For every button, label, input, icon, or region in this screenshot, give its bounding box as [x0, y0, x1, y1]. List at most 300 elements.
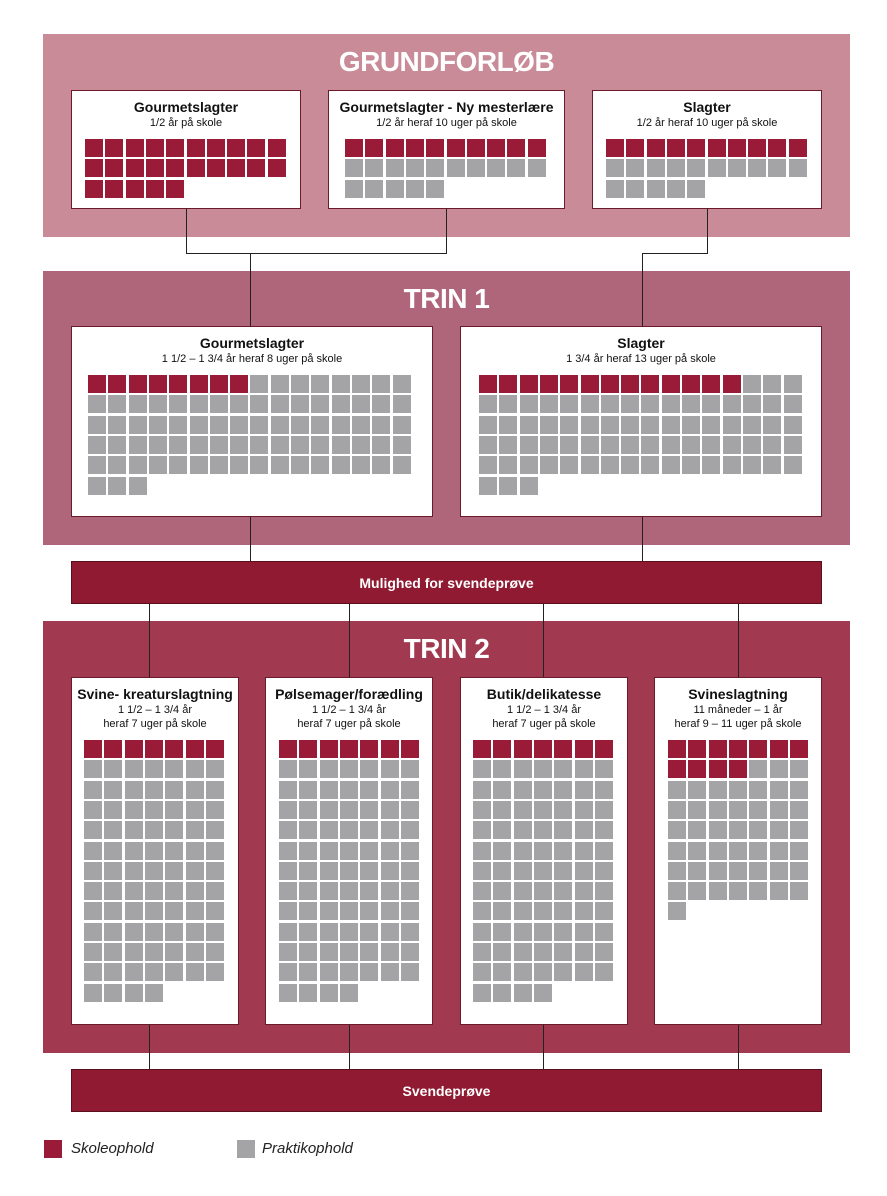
practice-week-cell	[360, 902, 378, 920]
practice-week-cell	[729, 781, 747, 799]
school-week-cell	[426, 139, 444, 157]
connector-line	[349, 1024, 350, 1070]
practice-week-cell	[206, 923, 224, 941]
practice-week-cell	[647, 180, 665, 198]
school-week-cell	[146, 159, 164, 177]
practice-week-cell	[473, 862, 491, 880]
practice-week-cell	[210, 456, 228, 474]
practice-week-cell	[165, 882, 183, 900]
practice-week-cell	[360, 943, 378, 961]
practice-week-cell	[186, 923, 204, 941]
practice-week-cell	[165, 842, 183, 860]
school-week-cell	[748, 139, 766, 157]
card-title: Butik/delikatesse	[486, 686, 602, 702]
practice-week-cell	[250, 375, 268, 393]
practice-week-cell	[340, 902, 358, 920]
practice-week-cell	[789, 159, 807, 177]
practice-week-cell	[479, 456, 497, 474]
school-week-cell	[528, 139, 546, 157]
practice-week-cell	[149, 436, 167, 454]
connector-line	[543, 1024, 544, 1070]
practice-week-cell	[554, 801, 572, 819]
practice-week-cell	[514, 801, 532, 819]
school-week-cell	[108, 375, 126, 393]
practice-week-cell	[682, 416, 700, 434]
practice-week-cell	[340, 801, 358, 819]
practice-week-cell	[84, 984, 102, 1002]
school-week-cell	[728, 139, 746, 157]
practice-week-cell	[186, 821, 204, 839]
practice-week-cell	[770, 842, 788, 860]
card-title: Gourmetslagter	[199, 335, 305, 351]
practice-week-cell	[104, 882, 122, 900]
practice-week-cell	[206, 781, 224, 799]
practice-week-cell	[125, 781, 143, 799]
practice-week-cell	[340, 943, 358, 961]
practice-week-cell	[381, 882, 399, 900]
practice-week-cell	[125, 760, 143, 778]
practice-week-cell	[540, 436, 558, 454]
practice-week-cell	[514, 902, 532, 920]
practice-week-cell	[381, 902, 399, 920]
practice-week-cell	[668, 801, 686, 819]
practice-week-cell	[709, 882, 727, 900]
practice-week-cell	[729, 821, 747, 839]
practice-week-cell	[381, 781, 399, 799]
practice-week-cell	[250, 456, 268, 474]
practice-week-cell	[641, 416, 659, 434]
practice-week-cell	[352, 456, 370, 474]
practice-week-cell	[401, 821, 419, 839]
practice-week-cell	[595, 902, 613, 920]
school-week-cell	[595, 740, 613, 758]
practice-week-cell	[768, 159, 786, 177]
practice-week-cell	[667, 159, 685, 177]
practice-week-cell	[320, 862, 338, 880]
practice-week-cell	[332, 416, 350, 434]
practice-week-cell	[279, 923, 297, 941]
school-week-cell	[85, 139, 103, 157]
practice-week-cell	[291, 456, 309, 474]
practice-week-cell	[320, 984, 338, 1002]
practice-week-cell	[729, 882, 747, 900]
practice-week-cell	[88, 456, 106, 474]
practice-week-cell	[688, 862, 706, 880]
practice-week-cell	[230, 436, 248, 454]
practice-week-cell	[763, 416, 781, 434]
practice-week-cell	[104, 984, 122, 1002]
practice-week-cell	[709, 781, 727, 799]
school-week-cell	[227, 159, 245, 177]
school-week-cell	[626, 139, 644, 157]
connector-line	[446, 208, 447, 254]
practice-week-cell	[514, 943, 532, 961]
practice-week-cell	[381, 842, 399, 860]
practice-week-cell	[206, 943, 224, 961]
school-week-cell	[268, 139, 286, 157]
practice-week-cell	[668, 882, 686, 900]
practice-week-cell	[520, 436, 538, 454]
school-week-cell	[279, 740, 297, 758]
practice-week-cell	[299, 923, 317, 941]
practice-week-cell	[763, 395, 781, 413]
school-week-cell	[682, 375, 700, 393]
practice-week-cell	[125, 902, 143, 920]
grundforlob-card-slagter	[592, 90, 822, 209]
practice-week-cell	[372, 395, 390, 413]
practice-week-cell	[595, 821, 613, 839]
school-week-cell	[641, 375, 659, 393]
practice-week-cell	[763, 375, 781, 393]
practice-week-cell	[299, 842, 317, 860]
practice-week-cell	[784, 375, 802, 393]
practice-week-cell	[320, 781, 338, 799]
connector-line	[186, 208, 187, 254]
practice-week-cell	[125, 801, 143, 819]
practice-week-cell	[595, 862, 613, 880]
practice-week-cell	[784, 395, 802, 413]
practice-week-cell	[534, 902, 552, 920]
practice-week-cell	[748, 159, 766, 177]
school-week-cell	[514, 740, 532, 758]
practice-week-cell	[360, 781, 378, 799]
practice-week-cell	[279, 842, 297, 860]
school-week-cell	[169, 375, 187, 393]
school-week-cell	[85, 180, 103, 198]
practice-week-cell	[499, 477, 517, 495]
practice-week-cell	[145, 963, 163, 981]
practice-week-cell	[186, 801, 204, 819]
practice-week-cell	[165, 781, 183, 799]
practice-week-cell	[749, 842, 767, 860]
practice-week-cell	[560, 456, 578, 474]
practice-week-cell	[514, 781, 532, 799]
practice-week-cell	[749, 760, 767, 778]
practice-week-cell	[299, 963, 317, 981]
school-week-cell	[406, 139, 424, 157]
practice-week-cell	[145, 760, 163, 778]
school-week-cell	[340, 740, 358, 758]
practice-week-cell	[88, 436, 106, 454]
practice-week-cell	[108, 456, 126, 474]
practice-week-cell	[125, 842, 143, 860]
practice-week-cell	[560, 416, 578, 434]
practice-week-cell	[534, 821, 552, 839]
school-week-cell	[84, 740, 102, 758]
practice-week-cell	[125, 963, 143, 981]
practice-week-cell	[473, 801, 491, 819]
practice-week-cell	[210, 436, 228, 454]
practice-week-cell	[601, 416, 619, 434]
practice-week-cell	[279, 963, 297, 981]
school-week-cell	[688, 760, 706, 778]
practice-week-cell	[626, 159, 644, 177]
practice-week-cell	[728, 159, 746, 177]
practice-week-cell	[540, 395, 558, 413]
practice-week-cell	[165, 923, 183, 941]
practice-week-cell	[340, 963, 358, 981]
practice-week-cell	[145, 902, 163, 920]
practice-week-cell	[125, 821, 143, 839]
practice-week-cell	[145, 842, 163, 860]
practice-week-cell	[447, 159, 465, 177]
school-week-cell	[729, 760, 747, 778]
practice-week-cell	[381, 943, 399, 961]
connector-line	[250, 516, 251, 562]
school-week-cell	[709, 760, 727, 778]
practice-week-cell	[554, 943, 572, 961]
school-week-cell	[126, 139, 144, 157]
practice-week-cell	[641, 436, 659, 454]
practice-week-cell	[401, 781, 419, 799]
practice-week-cell	[493, 923, 511, 941]
connector-line	[738, 1024, 739, 1070]
school-week-cell	[165, 740, 183, 758]
practice-week-cell	[186, 882, 204, 900]
practice-week-cell	[514, 963, 532, 981]
practice-week-cell	[125, 923, 143, 941]
practice-week-cell	[554, 862, 572, 880]
practice-week-cell	[520, 456, 538, 474]
practice-week-cell	[250, 436, 268, 454]
practice-week-cell	[190, 416, 208, 434]
practice-week-cell	[88, 416, 106, 434]
trin2-title: TRIN 2	[403, 633, 490, 664]
practice-week-cell	[473, 984, 491, 1002]
school-week-cell	[493, 740, 511, 758]
practice-week-cell	[662, 436, 680, 454]
practice-week-cell	[311, 456, 329, 474]
practice-week-cell	[108, 477, 126, 495]
practice-week-cell	[595, 963, 613, 981]
school-week-cell	[447, 139, 465, 157]
practice-week-cell	[401, 963, 419, 981]
practice-week-cell	[729, 801, 747, 819]
practice-week-cell	[149, 456, 167, 474]
practice-week-cell	[279, 943, 297, 961]
school-week-cell	[187, 139, 205, 157]
practice-week-cell	[401, 760, 419, 778]
practice-week-cell	[406, 180, 424, 198]
practice-week-cell	[352, 395, 370, 413]
practice-week-cell	[129, 456, 147, 474]
practice-week-cell	[554, 902, 572, 920]
card-subtitle: 1 3/4 år heraf 13 uger på skole	[566, 353, 716, 365]
school-week-cell	[104, 740, 122, 758]
practice-week-cell	[84, 821, 102, 839]
card-subtitle: 11 måneder – 1 år	[693, 704, 783, 716]
practice-week-cell	[743, 416, 761, 434]
trin2-card-butik-delikatesse	[460, 677, 628, 1025]
practice-week-cell	[709, 801, 727, 819]
practice-week-cell	[360, 801, 378, 819]
practice-week-cell	[401, 882, 419, 900]
practice-week-cell	[84, 862, 102, 880]
practice-week-cell	[682, 395, 700, 413]
practice-week-cell	[401, 943, 419, 961]
practice-week-cell	[770, 821, 788, 839]
practice-week-cell	[493, 862, 511, 880]
school-week-cell	[575, 740, 593, 758]
practice-week-cell	[279, 902, 297, 920]
practice-week-cell	[493, 821, 511, 839]
school-week-cell	[668, 760, 686, 778]
practice-week-cell	[595, 923, 613, 941]
practice-week-cell	[743, 375, 761, 393]
practice-week-cell	[84, 963, 102, 981]
practice-week-cell	[165, 902, 183, 920]
practice-week-cell	[662, 395, 680, 413]
practice-week-cell	[560, 395, 578, 413]
practice-week-cell	[291, 436, 309, 454]
practice-week-cell	[514, 923, 532, 941]
practice-week-cell	[688, 821, 706, 839]
school-week-cell	[105, 159, 123, 177]
practice-week-cell	[250, 416, 268, 434]
grundforlob-title: GRUNDFORLØB	[338, 46, 555, 77]
school-week-cell	[770, 740, 788, 758]
practice-week-cell	[125, 862, 143, 880]
school-week-cell	[723, 375, 741, 393]
practice-week-cell	[299, 943, 317, 961]
practice-week-cell	[352, 416, 370, 434]
practice-week-cell	[186, 781, 204, 799]
legend-swatch-school	[44, 1140, 62, 1158]
school-week-cell	[621, 375, 639, 393]
practice-week-cell	[702, 395, 720, 413]
school-week-cell	[487, 139, 505, 157]
practice-week-cell	[763, 456, 781, 474]
school-week-cell	[85, 159, 103, 177]
practice-week-cell	[360, 821, 378, 839]
practice-week-cell	[534, 963, 552, 981]
practice-week-cell	[682, 456, 700, 474]
practice-week-cell	[601, 436, 619, 454]
practice-week-cell	[340, 842, 358, 860]
school-week-cell	[320, 740, 338, 758]
practice-week-cell	[540, 456, 558, 474]
practice-week-cell	[790, 842, 808, 860]
practice-week-cell	[104, 821, 122, 839]
practice-week-cell	[104, 801, 122, 819]
practice-week-cell	[320, 821, 338, 839]
card-subtitle: 1 1/2 – 1 3/4 år	[312, 704, 386, 716]
practice-week-cell	[291, 416, 309, 434]
school-week-cell	[662, 375, 680, 393]
practice-week-cell	[145, 882, 163, 900]
practice-week-cell	[662, 456, 680, 474]
practice-week-cell	[493, 963, 511, 981]
school-week-cell	[206, 740, 224, 758]
practice-week-cell	[709, 842, 727, 860]
practice-week-cell	[360, 842, 378, 860]
practice-week-cell	[104, 781, 122, 799]
practice-week-cell	[145, 821, 163, 839]
practice-week-cell	[790, 781, 808, 799]
school-week-cell	[247, 159, 265, 177]
practice-week-cell	[709, 862, 727, 880]
practice-week-cell	[426, 159, 444, 177]
practice-week-cell	[206, 821, 224, 839]
practice-week-cell	[186, 842, 204, 860]
practice-week-cell	[145, 923, 163, 941]
practice-week-cell	[365, 180, 383, 198]
practice-week-cell	[84, 923, 102, 941]
practice-week-cell	[473, 882, 491, 900]
school-week-cell	[768, 139, 786, 157]
connector-line	[642, 253, 708, 254]
practice-week-cell	[401, 923, 419, 941]
practice-week-cell	[790, 821, 808, 839]
connector-line	[149, 1024, 150, 1070]
practice-week-cell	[84, 902, 102, 920]
practice-week-cell	[606, 180, 624, 198]
practice-week-cell	[271, 375, 289, 393]
legend-label-practice: Praktikophold	[262, 1140, 353, 1157]
practice-week-cell	[540, 416, 558, 434]
practice-week-cell	[581, 395, 599, 413]
practice-week-cell	[340, 923, 358, 941]
practice-week-cell	[108, 436, 126, 454]
practice-week-cell	[279, 821, 297, 839]
practice-week-cell	[723, 395, 741, 413]
practice-week-cell	[230, 456, 248, 474]
practice-week-cell	[595, 760, 613, 778]
practice-week-cell	[332, 456, 350, 474]
practice-week-cell	[360, 862, 378, 880]
practice-week-cell	[360, 760, 378, 778]
card-title: Gourmetslagter	[133, 99, 239, 115]
practice-week-cell	[165, 821, 183, 839]
card-subtitle: 1/2 år heraf 10 uger på skole	[376, 117, 517, 129]
practice-week-cell	[320, 882, 338, 900]
practice-week-cell	[514, 862, 532, 880]
practice-week-cell	[345, 159, 363, 177]
practice-week-cell	[386, 180, 404, 198]
practice-week-cell	[575, 902, 593, 920]
legend-swatch-practice	[237, 1140, 255, 1158]
practice-week-cell	[687, 159, 705, 177]
school-week-cell	[360, 740, 378, 758]
trin1-card-gourmetslagter	[71, 326, 433, 517]
school-week-cell	[210, 375, 228, 393]
practice-week-cell	[749, 862, 767, 880]
school-week-cell	[146, 139, 164, 157]
practice-week-cell	[250, 395, 268, 413]
practice-week-cell	[299, 760, 317, 778]
practice-week-cell	[104, 760, 122, 778]
practice-week-cell	[271, 395, 289, 413]
practice-week-cell	[514, 821, 532, 839]
card-subtitle: 1 1/2 – 1 3/4 år	[507, 704, 581, 716]
trin1-title: TRIN 1	[403, 283, 490, 314]
practice-week-cell	[279, 984, 297, 1002]
practice-week-cell	[299, 781, 317, 799]
practice-week-cell	[763, 436, 781, 454]
card-subtitle: 1/2 år på skole	[149, 117, 223, 129]
practice-week-cell	[534, 842, 552, 860]
practice-week-cell	[340, 984, 358, 1002]
practice-week-cell	[784, 416, 802, 434]
school-week-cell	[534, 740, 552, 758]
practice-week-cell	[381, 923, 399, 941]
practice-week-cell	[145, 943, 163, 961]
school-week-cell	[365, 139, 383, 157]
practice-week-cell	[129, 477, 147, 495]
school-week-cell	[709, 740, 727, 758]
practice-week-cell	[790, 882, 808, 900]
practice-week-cell	[320, 801, 338, 819]
